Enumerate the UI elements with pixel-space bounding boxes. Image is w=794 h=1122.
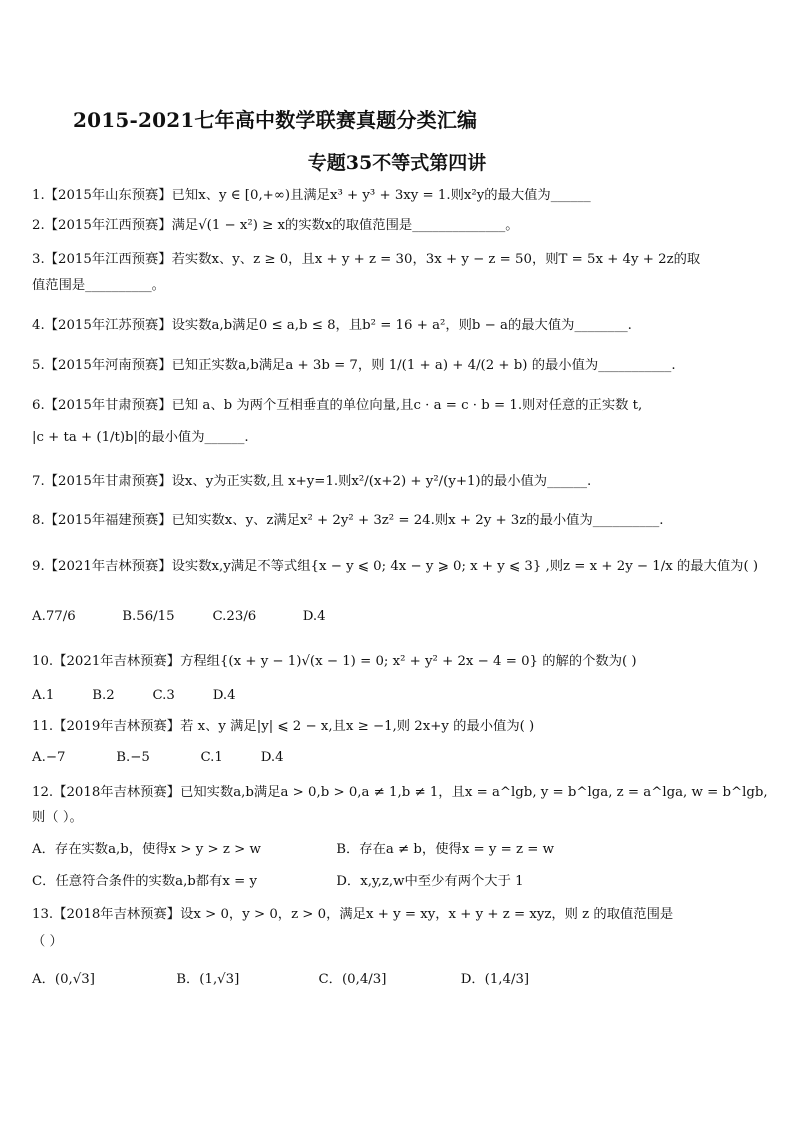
option-b: B．存在a ≠ b，使得x = y = z = w <box>336 842 555 857</box>
question-11: 11.【2019年吉林预赛】若 x、y 满足|y| ⩽ 2 − x,且x ≥ −1,则 2x+y 的最小值为( ) <box>32 719 535 734</box>
page-title: 2015-2021七年高中数学联赛真题分类汇编 <box>73 108 478 132</box>
question-5: 5.【2015年河南预赛】已知正实数a,b满足a + 3b = 7，则 1/(1 + a) + 4/(2 + b) 的最小值为___________. <box>32 358 676 373</box>
option-c: C.3 <box>152 688 175 703</box>
question-13-continued: （ ） <box>32 934 63 949</box>
option-b: B．(1,√3] <box>176 972 240 987</box>
question-2: 2.【2015年江西预赛】满足√(1 − x²) ≥ x的实数x的取值范围是______________。 <box>32 218 519 233</box>
question-12: 12.【2018年吉林预赛】已知实数a,b满足a > 0,b > 0,a ≠ 1,b ≠ 1，且x = a^lgb, y = b^lga, z = a^lga, w = b^lgb, <box>32 785 768 800</box>
option-d: D．x,y,z,w中至少有两个大于 1 <box>336 874 524 889</box>
question-9-options <box>32 607 772 627</box>
question-10-options <box>32 686 772 706</box>
question-4: 4.【2015年江苏预赛】设实数a,b满足0 ≤ a,b ≤ 8，且b² = 16 + a²，则b − a的最大值为________. <box>32 318 632 333</box>
option-b: B.−5 <box>116 750 150 765</box>
option-c: C．(0,4/3] <box>318 972 387 987</box>
option-b: B.2 <box>92 688 115 703</box>
option-b: B.56/15 <box>122 609 175 624</box>
question-7: 7.【2015年甘肃预赛】设x、y为正实数,且 x+y=1.则x²/(x+2) + y²/(y+1)的最小值为______. <box>32 474 592 489</box>
option-a: A.77/6 <box>32 609 76 624</box>
question-12-options-row1 <box>32 840 772 860</box>
option-c: C.23/6 <box>212 609 257 624</box>
option-a: A.−7 <box>32 750 66 765</box>
question-8: 8.【2015年福建预赛】已知实数x、y、z满足x² + 2y² + 3z² = 24.则x + 2y + 3z的最小值为__________. <box>32 513 664 528</box>
question-6: 6.【2015年甘肃预赛】已知 a、b 为两个互相垂直的单位向量,且c · a = c · b = 1.则对任意的正实数 t, <box>32 398 643 413</box>
option-a: A.1 <box>32 688 55 703</box>
option-d: D．(1,4/3] <box>460 972 530 987</box>
question-3: 3.【2015年江西预赛】若实数x、y、z ≥ 0，且x + y + z = 30，3x + y − z = 50，则T = 5x + 4y + 2z的取 <box>32 252 701 267</box>
question-1: 1.【2015年山东预赛】已知x、y ∈ [0,+∞)且满足x³ + y³ + 3xy = 1.则x²y的最大值为______ <box>32 188 591 203</box>
option-c: C.1 <box>200 750 223 765</box>
page-subtitle: 专题35不等式第四讲 <box>307 152 487 174</box>
option-a: A．(0,√3] <box>32 972 95 987</box>
question-6-continued: |c + ta + (1/t)b|的最小值为______. <box>32 430 249 445</box>
option-c: C．任意符合条件的实数a,b都有x = y <box>32 874 258 889</box>
question-3-continued: 值范围是__________。 <box>32 278 165 293</box>
question-9: 9.【2021年吉林预赛】设实数x,y满足不等式组{x − y ⩽ 0; 4x − y ⩾ 0; x + y ⩽ 3} ,则z = x + 2y − 1/x 的最大值为( ) <box>32 559 759 574</box>
question-12-options-row2 <box>32 872 772 892</box>
question-10: 10.【2021年吉林预赛】方程组{(x + y − 1)√(x − 1) = 0; x² + y² + 2x − 4 = 0} 的解的个数为( ) <box>32 654 637 669</box>
option-d: D.4 <box>212 688 236 703</box>
question-11-options <box>32 748 772 768</box>
question-13: 13.【2018年吉林预赛】设x > 0，y > 0，z > 0，满足x + y = xy，x + y + z = xyz，则 z 的取值范围是 <box>32 907 674 922</box>
option-d: D.4 <box>260 750 284 765</box>
question-12-continued: 则（ ）。 <box>32 810 83 825</box>
question-13-options <box>32 970 772 990</box>
option-d: D.4 <box>302 609 326 624</box>
option-a: A．存在实数a,b，使得x > y > z > w <box>32 842 261 857</box>
